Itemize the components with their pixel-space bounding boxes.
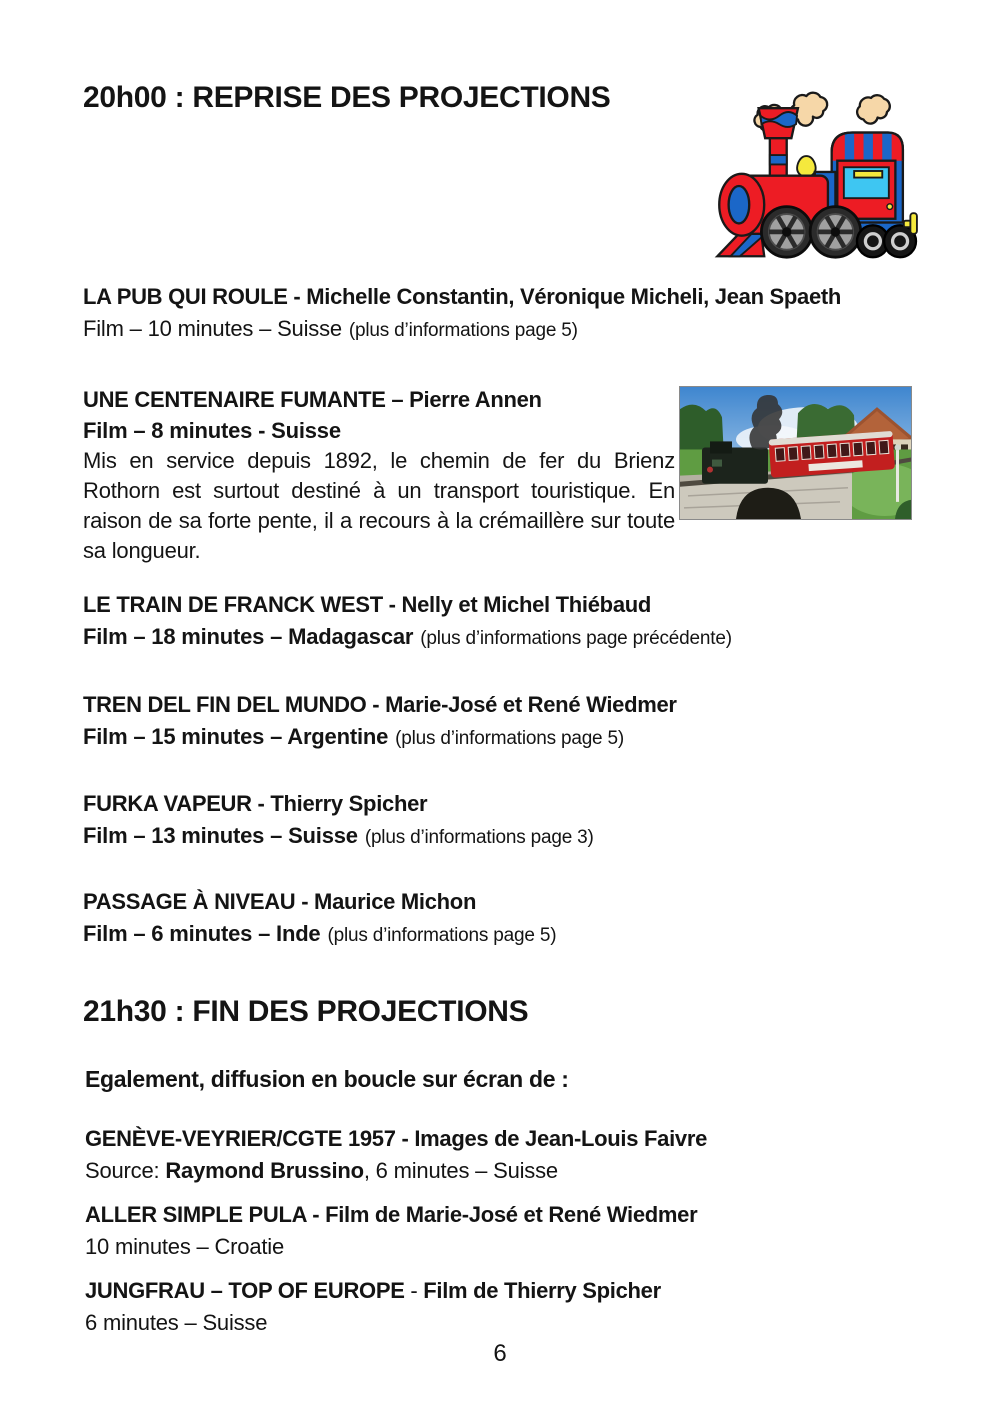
film-duration-country: Film – 13 minutes – Suisse	[83, 823, 358, 848]
loop-film-entry	[85, 1123, 707, 1187]
cartoon-train-illustration	[702, 82, 922, 260]
film-entry	[83, 589, 732, 656]
loop-broadcast-intro: Egalement, diffusion en boucle sur écran de :	[85, 1066, 569, 1092]
source-name: Raymond Brussino	[165, 1158, 364, 1183]
evening-session-heading: 20h00 : REPRISE DES PROJECTIONS	[83, 81, 611, 114]
film-title: JUNGFRAU – TOP OF EUROPE - Film de Thierry Spicher	[85, 1278, 661, 1303]
film-entry	[83, 384, 675, 566]
film-description: Mis en service depuis 1892, le chemin de fer du Brienz Rothorn est surtout destiné à un transport touristique. En raison de sa forte pente, il a recours à la crémaillère sur toute sa longueur.	[83, 448, 675, 563]
brienz-rothorn-photo	[679, 386, 912, 520]
page-number: 6	[493, 1340, 507, 1367]
film-duration-country: Film – 8 minutes - Suisse	[83, 418, 341, 443]
film-duration-country: 10 minutes – Croatie	[85, 1234, 284, 1259]
film-entry	[83, 788, 594, 855]
source-suffix: , 6 minutes – Suisse	[363, 1158, 558, 1183]
film-source-line	[85, 1155, 707, 1187]
more-info-note: (plus d’informations page 5)	[348, 320, 578, 341]
title-separator: -	[404, 1278, 424, 1303]
film-duration-country: Film – 15 minutes – Argentine	[83, 724, 389, 749]
more-info-note: (plus d’informations page 3)	[364, 827, 594, 848]
loop-film-entry	[85, 1199, 697, 1263]
steam-train-photo-image	[680, 387, 911, 519]
film-title: FURKA VAPEUR - Thierry Spicher	[83, 791, 428, 816]
cartoon-train-icon	[702, 82, 922, 260]
film-entry	[83, 281, 841, 348]
film-title: UNE CENTENAIRE FUMANTE – Pierre Annen	[83, 387, 542, 412]
film-title: ALLER SIMPLE PULA - Film de Marie-José et René Wiedmer	[85, 1202, 698, 1227]
more-info-note: (plus d’informations page 5)	[395, 728, 624, 749]
loop-film-entry	[85, 1275, 661, 1339]
film-entry	[83, 886, 556, 953]
film-duration-country: Film – 10 minutes – Suisse	[83, 316, 342, 341]
film-title: TREN DEL FIN DEL MUNDO - Marie-José et René Wiedmer	[83, 692, 677, 717]
film-duration-country: Film – 6 minutes – Inde	[83, 921, 321, 946]
film-duration-country: 6 minutes – Suisse	[85, 1310, 268, 1335]
more-info-note: (plus d’informations page 5)	[327, 925, 557, 946]
end-session-heading: 21h30 : FIN DES PROJECTIONS	[83, 995, 529, 1028]
source-label: Source:	[85, 1158, 166, 1183]
film-title: LA PUB QUI ROULE - Michelle Constantin, Véronique Micheli, Jean Spaeth	[83, 284, 842, 309]
film-title: PASSAGE À NIVEAU - Maurice Michon	[83, 889, 477, 914]
film-title: GENÈVE-VEYRIER/CGTE 1957 - Images de Jean-Louis Faivre	[85, 1126, 708, 1151]
film-entry	[83, 689, 677, 756]
more-info-note: (plus d’informations page précédente)	[420, 628, 732, 649]
film-title: LE TRAIN DE FRANCK WEST - Nelly et Michel Thiébaud	[83, 592, 652, 617]
film-duration-country: Film – 18 minutes – Madagascar	[83, 624, 414, 649]
